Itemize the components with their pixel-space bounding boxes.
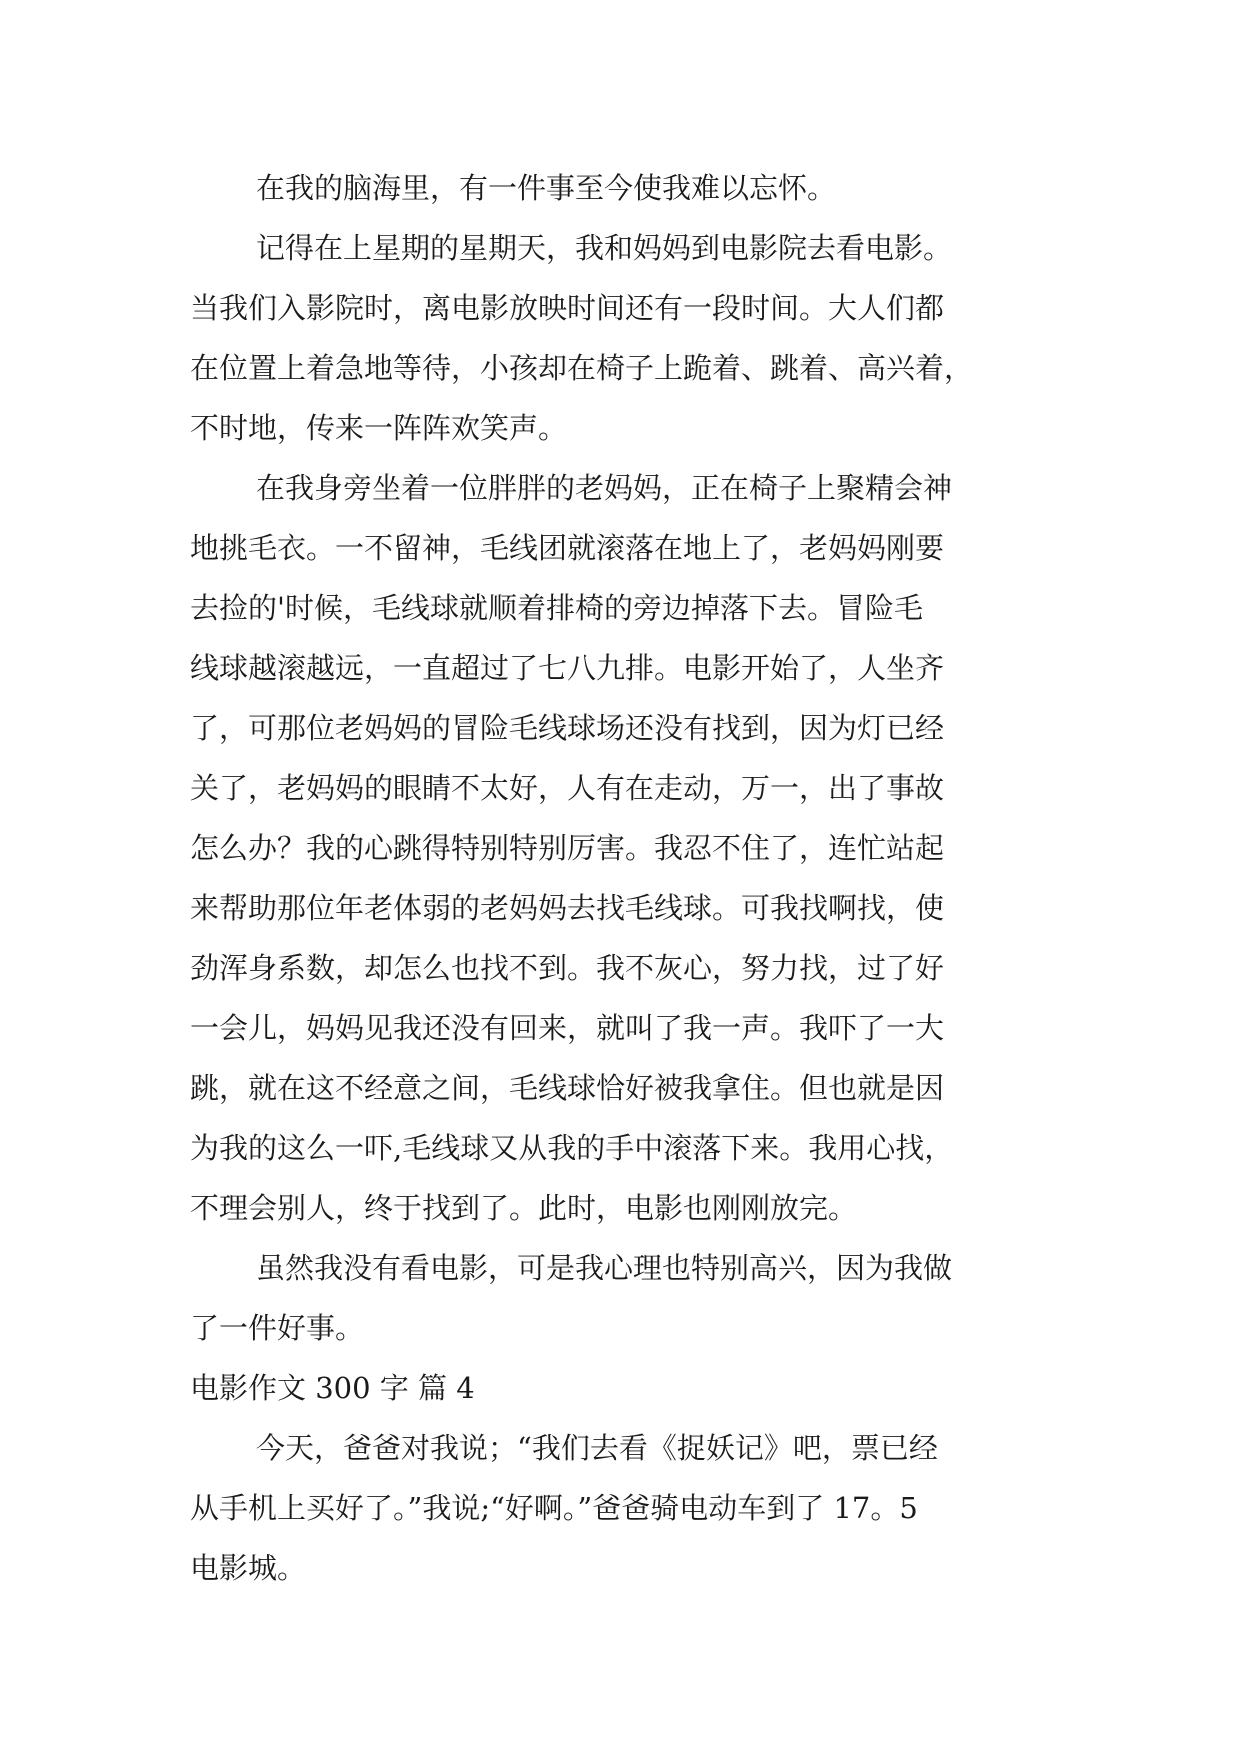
text-line: 关了，老妈妈的眼睛不太好，人有在走动，万一，出了事故: [190, 771, 945, 805]
text-line: 为我的这么一吓,毛线球又从我的手中滚落下来。我用心找，: [190, 1131, 954, 1165]
text-line: 电影城。: [190, 1551, 307, 1585]
text-line: 劲浑身系数，却怎么也找不到。我不灰心，努力找，过了好: [190, 951, 945, 985]
text-line: 不理会别人，终于找到了。此时，电影也刚刚放完。: [190, 1191, 858, 1225]
text-line: 跳，就在这不经意之间，毛线球恰好被我拿住。但也就是因: [190, 1071, 945, 1105]
text-line: 一会儿，妈妈见我还没有回来，就叫了我一声。我吓了一大: [190, 1011, 945, 1045]
text-line: 来帮助那位年老体弱的老妈妈去找毛线球。可我找啊找，使: [190, 891, 945, 925]
text-line: 在我身旁坐着一位胖胖的老妈妈，正在椅子上聚精会神: [256, 471, 953, 505]
text-line: 当我们入影院时，离电影放映时间还有一段时间。大人们都: [190, 291, 945, 325]
document-body: [190, 158, 1070, 1598]
text-line: 电影作文 300 字 篇 4: [190, 1371, 475, 1405]
text-line: 地挑毛衣。一不留神，毛线团就滚落在地上了，老妈妈刚要: [190, 531, 945, 565]
text-line: 线球越滚越远，一直超过了七八九排。电影开始了，人坐齐: [190, 651, 945, 685]
text-line: 从手机上买好了。”我说;“好啊。”爸爸骑电动车到了 17。5: [190, 1491, 918, 1525]
text-line: 在位置上着急地等待，小孩却在椅子上跪着、跳着、高兴着，: [190, 351, 974, 385]
text-line: 去捡的'时候，毛线球就顺着排椅的旁边掉落下去。冒险毛: [190, 591, 923, 625]
text-line: 虽然我没有看电影，可是我心理也特别高兴，因为我做: [256, 1251, 953, 1285]
text-line: 不时地，传来一阵阵欢笑声。: [190, 411, 568, 445]
text-line: 怎么办？我的心跳得特别特别厉害。我忍不住了，连忙站起: [190, 831, 945, 865]
text-line: 记得在上星期的星期天，我和妈妈到电影院去看电影。: [256, 231, 953, 265]
text-line: 了一件好事。: [190, 1311, 365, 1345]
text-line: 今天，爸爸对我说；“我们去看《捉妖记》吧，票已经: [256, 1431, 938, 1465]
text-line: 了，可那位老妈妈的冒险毛线球场还没有找到，因为灯已经: [190, 711, 945, 745]
text-line: 在我的脑海里，有一件事至今使我难以忘怀。: [256, 171, 837, 205]
